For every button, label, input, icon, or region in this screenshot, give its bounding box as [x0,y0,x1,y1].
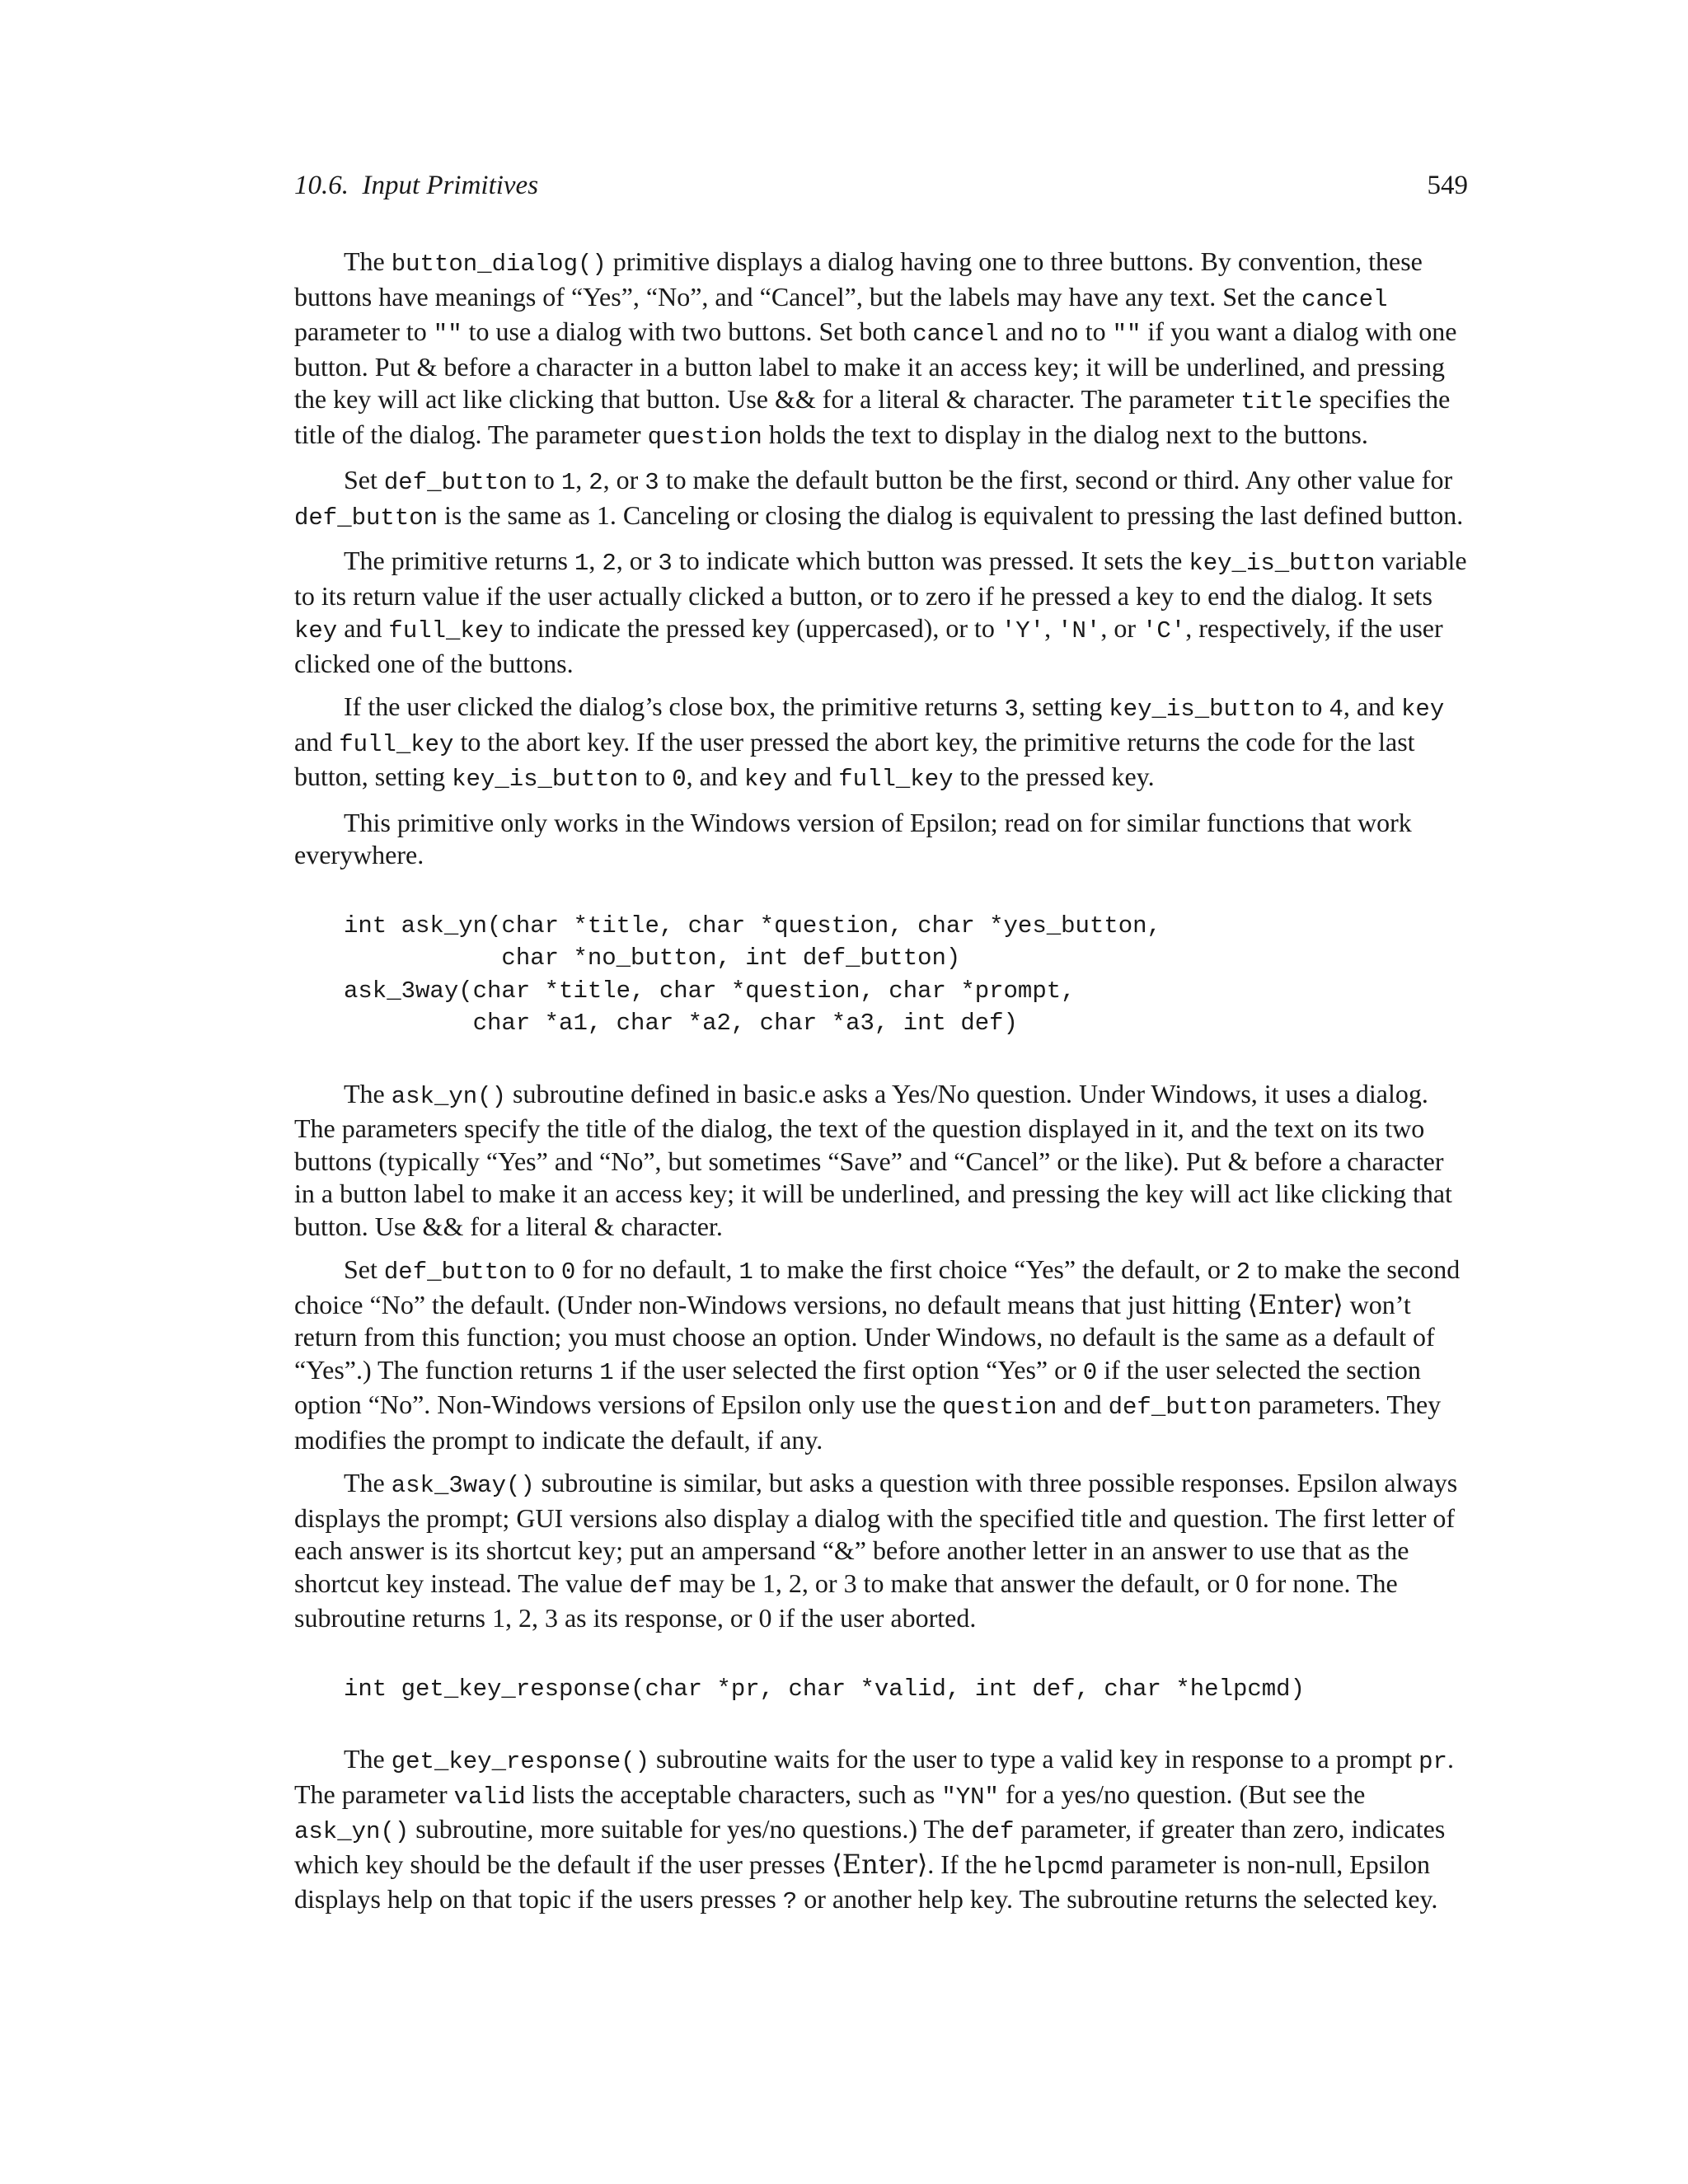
inline-code: def [971,1818,1015,1845]
paragraph-close-box: If the user clicked the dialog’s close box, the primitive returns 3, setting key_is_button to 4, and key and full_key to the abort key. If the user pressed the abort key, the primitive returns the code for the last button, setting key_is_button to 0, and key and full_key to the pressed key. [294,691,1445,793]
code-block-ask-declarations: int ask_yn(char *title, char *question, char *yes_button, char *no_button, int def_button) ask_3way(char *title, char *question, char *prompt, char *a1, char *a2, char *a3, int def) [344,912,1161,1037]
enter-key-label: ⟨Enter⟩ [832,1848,928,1880]
paragraph-windows-only: This primitive only works in the Windows version of Epsilon; read on for similar functions that work everywhere. [294,807,1412,869]
inline-code: ? [782,1888,798,1915]
code-block-get-key-response: int get_key_response(char *pr, char *valid, int def, char *helpcmd) [344,1675,1305,1703]
inline-code: cancel [1301,285,1388,313]
inline-code: 'Y' [1001,617,1045,644]
inline-code: 3 [1004,696,1019,723]
inline-code: pr [1418,1748,1447,1775]
paragraph-return-value: The primitive returns 1, 2, or 3 to indicate which button was pressed. It sets the key_is_button variable to its return value if the user actually clicked a button, or to zero if he pressed a key to end the dialog. It sets key and full_key to indicate the pressed key (uppercased), or to 'Y', 'N', or 'C', respectively, if the user clicked one of the buttons. [294,546,1467,678]
inline-code: key_is_button [452,766,639,793]
inline-code: 0 [1082,1358,1098,1386]
running-header-section: 10.6. Input Primitives [294,171,539,200]
inline-code: full_key [838,766,954,793]
inline-code: key [1401,696,1445,723]
inline-code: 0 [672,766,687,793]
inline-code: ask_yn() [391,1082,506,1110]
inline-code: 2 [588,469,603,496]
inline-code: "" [433,321,462,348]
inline-code: 2 [602,550,617,577]
paragraph-button-dialog: The button_dialog() primitive displays a dialog having one to three buttons. By convention, these buttons have meanings of “Yes”, “No”, and “Cancel”, but the labels may have any text. Set the cancel parameter to "" to use a dialog with two buttons. Set both cancel and no to "" if you want a dialog with one button. Put & before a character in a button label to make it an access key; it will be underlined, and pressing the key will act like clicking that button. Use && for a literal & character. The parameter title specifies the title of the dialog. The parameter question holds the text to display in the dialog next to the buttons. [294,246,1457,451]
inline-code: ask_3way() [391,1472,535,1499]
inline-code: 4 [1329,696,1343,723]
inline-code: 1 [574,550,589,577]
page-number: 549 [1427,171,1468,200]
inline-code: full_key [388,617,504,644]
paragraph-ask-yn: The ask_yn() subroutine defined in basic.e asks a Yes/No question. Under Windows, it uses a dialog. The parameters specify the title of the dialog, the text of the question displayed in it, and the text on its two buttons (typically “Yes” and “No”, but sometimes “Save” and “Cancel” or the like). Put & before a character in a button label to make it an access key; it will be underlined, and pressing the key will act like clicking that button. Use && for a literal & character. [294,1078,1452,1241]
inline-code: 2 [1236,1258,1251,1286]
inline-code: helpcmd [1003,1853,1104,1881]
inline-code: no [1049,321,1079,348]
inline-code: "YN" [941,1783,999,1811]
inline-code: question [647,423,762,451]
inline-code: 0 [560,1258,576,1286]
inline-code: key_is_button [1189,550,1376,577]
inline-code: question [942,1394,1057,1421]
inline-code: def [629,1572,673,1600]
inline-code: 1 [599,1358,614,1386]
inline-code: key [294,617,338,644]
inline-code: 3 [658,550,673,577]
inline-code: valid [453,1783,526,1811]
inline-code: def_button [1108,1394,1252,1421]
inline-code: 'C' [1142,617,1186,644]
inline-code: key [743,766,788,793]
inline-code: 1 [738,1258,753,1286]
inline-code: def_button [294,504,438,532]
inline-code: cancel [912,321,999,348]
inline-code: title [1240,388,1313,415]
inline-code: key_is_button [1109,696,1296,723]
body-text [294,246,1468,1929]
inline-code: def_button [383,469,528,496]
inline-code: def_button [383,1258,528,1286]
paragraph-get-key-response: The get_key_response() subroutine waits for the user to type a valid key in response to a prompt pr. The parameter valid lists the acceptable characters, such as "YN" for a yes/no question. (But see the ask_yn() subroutine, more suitable for yes/no questions.) The def parameter, if greater than zero, indicates which key should be the default if the user presses ⟨Enter⟩. If the helpcmd parameter is non-null, Epsilon displays help on that topic if the users presses ? or another help key. The subroutine returns the selected key. [294,1744,1454,1915]
inline-code: ask_yn() [294,1818,410,1845]
paragraph-def-button: Set def_button to 1, 2, or 3 to make the default button be the first, second or third. Any other value for def_button is the same as 1. Canceling or closing the dialog is equivalent to pressing the last defined button. [294,465,1464,532]
paragraph-ask-3way: The ask_3way() subroutine is similar, but asks a question with three possible responses. Epsilon always displays the prompt; GUI versions also display a dialog with the specified title and question. The first letter of each answer is its shortcut key; put an ampersand “&” before another letter in an answer to use that as the shortcut key instead. The value def may be 1, 2, or 3 to make that answer the default, or 0 for none. The subroutine returns 1, 2, 3 as its response, or 0 if the user aborted. [294,1468,1458,1633]
inline-code: "" [1112,321,1142,348]
inline-code: 1 [560,469,576,496]
enter-key-label: ⟨Enter⟩ [1247,1288,1343,1320]
inline-code: 'N' [1057,617,1101,644]
inline-code: 3 [645,469,659,496]
inline-code: get_key_response() [391,1748,650,1775]
paragraph-ask-yn-default: Set def_button to 0 for no default, 1 to make the first choice “Yes” the default, or 2 to make the second choice “No” the default. (Under non-Windows versions, no default means that just hitting ⟨Enter⟩ won’t return from this function; you must choose an option. Under Windows, no default is the same as a default of “Yes”.) The function returns 1 if the user selected the first option “Yes” or 0 if the user selected the section option “No”. Non-Windows versions of Epsilon only use the question and def_button parameters. They modifies the prompt to indicate the default, if any. [294,1254,1461,1455]
inline-code: full_key [339,730,454,758]
inline-code: button_dialog() [391,251,607,278]
